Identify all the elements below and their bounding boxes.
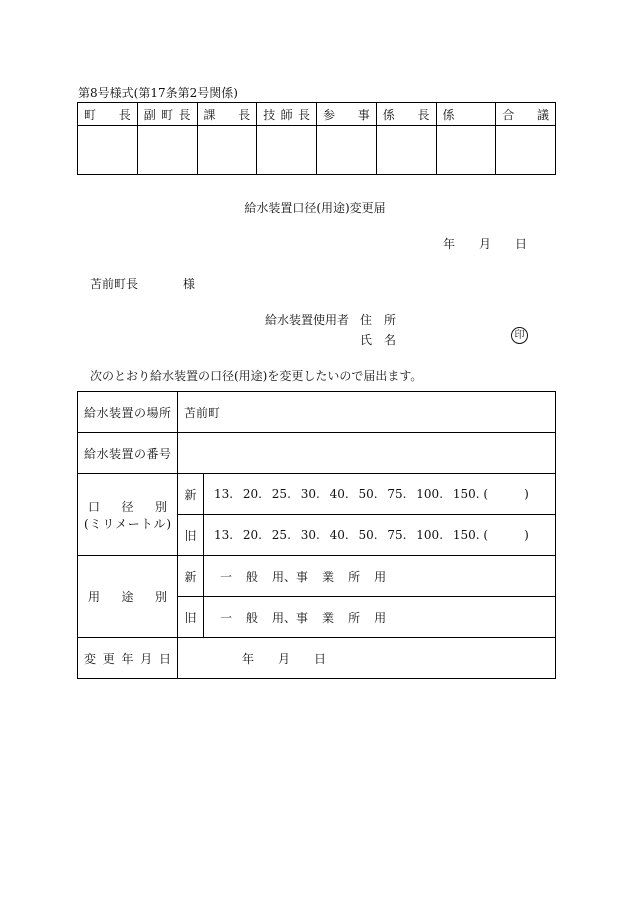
change-details-table — [77, 391, 556, 679]
stamp-box[interactable] — [317, 126, 377, 175]
approval-header-staff: 係 — [436, 103, 496, 126]
device-number-label: 給水装置の番号 — [78, 433, 178, 474]
address-char: 所 — [383, 313, 396, 327]
stamp-box[interactable] — [257, 126, 317, 175]
usage-label: 用途別 — [78, 556, 178, 638]
stamp-box[interactable] — [436, 126, 496, 175]
year-label: 年 — [443, 237, 456, 251]
stamp-box[interactable] — [376, 126, 436, 175]
day-label: 日 — [514, 237, 527, 251]
submission-date[interactable] — [443, 235, 527, 252]
form-number: 第8号様式(第17条第2号関係) — [78, 86, 238, 100]
device-number-value[interactable] — [178, 433, 556, 474]
change-date-label: 変更年月日 — [78, 638, 178, 679]
approval-header-section-chief: 課長 — [197, 103, 257, 126]
change-date-value[interactable]: 年 月 日 — [178, 638, 556, 679]
approval-header-town-mayor: 町長 — [78, 103, 138, 126]
honorific: 様 — [183, 277, 196, 291]
table-row — [78, 638, 556, 679]
addressee: 苫前町長 — [90, 277, 139, 291]
approval-header-chief-engineer: 技師長 — [257, 103, 317, 126]
usage-new-label: 新 — [178, 556, 204, 597]
location-label: 給水装置の場所 — [78, 392, 178, 433]
approval-header-consultation: 合議 — [496, 103, 556, 126]
document-title: 給水装置口径(用途)変更届 — [244, 201, 386, 215]
seal-mark: 印 — [511, 327, 528, 344]
stamp-box[interactable] — [137, 126, 197, 175]
approval-header-row — [78, 103, 556, 126]
table-row — [78, 433, 556, 474]
caliber-old-label: 旧 — [178, 515, 204, 556]
location-value[interactable]: 苫前町 — [178, 392, 556, 433]
name-char: 氏 — [360, 333, 373, 347]
table-row — [78, 474, 556, 515]
stamp-box[interactable] — [197, 126, 257, 175]
caliber-new-label: 新 — [178, 474, 204, 515]
approval-header-subsection-chief: 係長 — [376, 103, 436, 126]
month-label: 月 — [478, 237, 491, 251]
table-row — [78, 556, 556, 597]
name-label — [360, 331, 396, 348]
table-row — [78, 392, 556, 433]
usage-old-label: 旧 — [178, 597, 204, 638]
usage-old-options[interactable]: 一 般 用、事 業 所 用 — [204, 597, 556, 638]
stamp-box[interactable] — [496, 126, 556, 175]
address-label — [360, 311, 396, 328]
applicant-label: 給水装置使用者 — [265, 313, 350, 327]
caliber-label: 口径別 (ミリメートル) — [78, 474, 178, 556]
stamp-box[interactable] — [78, 126, 138, 175]
approval-header-deputy-mayor: 副町長 — [137, 103, 197, 126]
approval-stamp-table — [77, 102, 556, 175]
caliber-old-options[interactable]: 13. 20. 25. 30. 40. 50. 75. 100. 150. ( ) — [204, 515, 556, 556]
approval-stamp-row — [78, 126, 556, 175]
caliber-new-options[interactable]: 13. 20. 25. 30. 40. 50. 75. 100. 150. ( ) — [204, 474, 556, 515]
usage-new-options[interactable]: 一 般 用、事 業 所 用 — [204, 556, 556, 597]
approval-header-councilor: 参事 — [317, 103, 377, 126]
address-char: 住 — [360, 313, 373, 327]
name-char: 名 — [383, 333, 396, 347]
intro-statement: 次のとおり給水装置の口径(用途)を変更したいので届出ます。 — [90, 369, 423, 383]
